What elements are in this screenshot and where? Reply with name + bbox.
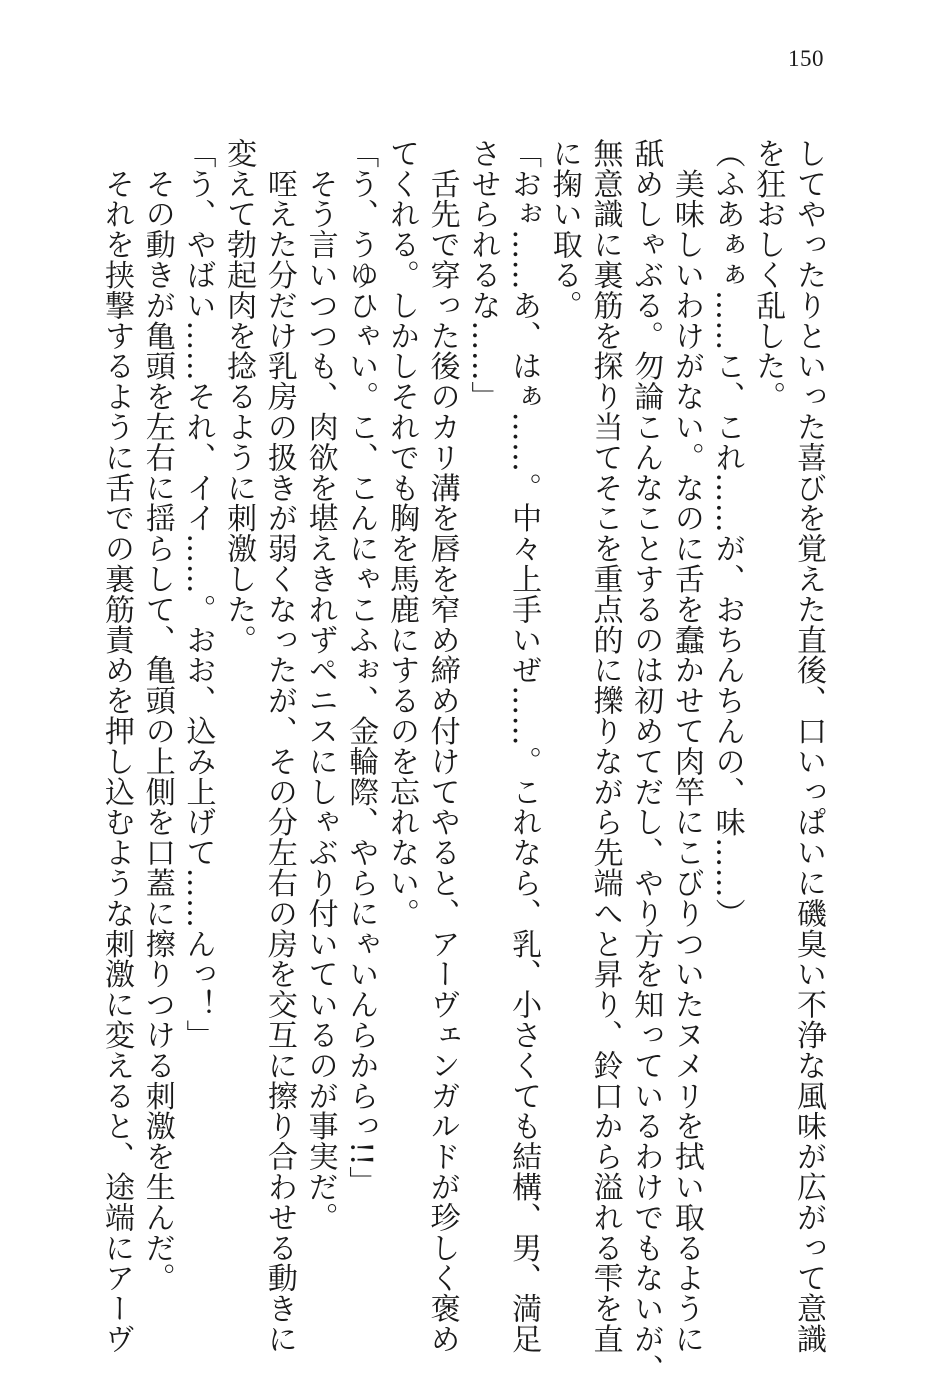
text-line: 咥えた分だけ乳房の扱きが弱くなったが、その分左右の房を交互に擦り合わせる動きに (261, 138, 297, 1354)
text-line: その動きが亀頭を左右に揺らして、亀頭の上側を口蓋に擦りつける刺激を生んだ。 (139, 138, 175, 1294)
text-line: 舌先で穿った後のカリ溝を唇を窄め締め付けてやると、アーヴェンガルドが珍しく褒め (424, 138, 460, 1354)
text-line: 変えて勃起肉を捻るように刺激した。 (221, 138, 257, 655)
page-number: 150 (788, 46, 824, 71)
text-line: （ふあぁぁ……こ、これ……が、おちんちんの、味……） (709, 138, 745, 929)
text-line: に掬い取る。 (546, 138, 582, 321)
text-line: 舐めしゃぶる。勿論こんなことするのは初めてだし、やり方を知っているわけでもないが、 (628, 138, 664, 1384)
text-line: を狂おしく乱した。 (750, 138, 786, 412)
text-line: 「う、うゆひゃい。こ、こんにゃこふぉ、金輪際、やらにゃいんらからっ!!」 (343, 138, 379, 1197)
text-line: それを挟撃するように舌での裏筋責めを押し込むような刺激に変えると、途端にアーヴ (99, 138, 135, 1354)
text-line: してやったりといった喜びを覚えた直後、口いっぱいに磯臭い不浄な風味が広がって意識 (791, 138, 826, 1354)
text-line: 「おぉ……あ、はぁ……。中々上手いぜ……。これなら、乳、小さくても結構、男、満足 (506, 138, 542, 1354)
text-line: 「う、やばい……それ、イイ……。おお、込み上げて……んっ！」 (180, 138, 216, 1050)
text-line: させられるな……」 (465, 138, 501, 412)
body-text (99, 138, 828, 1384)
text-line: そう言いつつも、肉欲を堪えきれずペニスにしゃぶり付いているのが事実だ。 (302, 138, 338, 1233)
text-line: 無意識に裏筋を探り当てそこを重点的に擽りながら先端へと昇り、鈴口から溢れる雫を直 (587, 138, 623, 1354)
text-line: 美味しいわけがない。なのに舌を蠢かせて肉竿にこびりついたヌメリを拭い取るように (668, 138, 704, 1354)
text-line: てくれる。しかしそれでも胸を馬鹿にするのを忘れない。 (383, 138, 419, 929)
